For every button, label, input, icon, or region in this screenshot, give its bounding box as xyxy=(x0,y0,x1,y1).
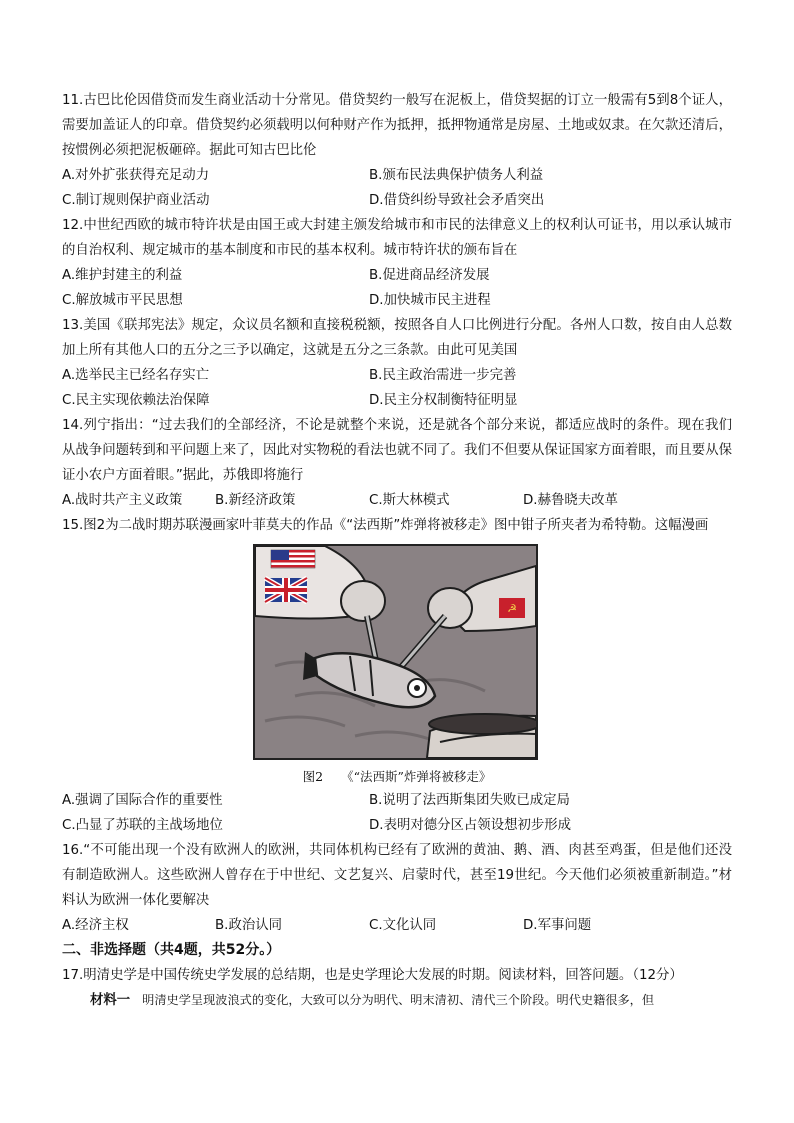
q13-option-c[interactable]: C.民主实现依赖法治保障 xyxy=(62,393,210,408)
question-12-stem: 12.中世纪西欧的城市特许状是由国王或大封建主颁发给城市和市民的法律意义上的权利认可证书，用以承认城市的自治权利、规定城市的基本制度和市民的基本权利。城市特许状的颁布旨在 xyxy=(62,218,732,258)
exam-page xyxy=(62,88,732,1013)
q14-option-a[interactable]: A.战时共产主义政策 xyxy=(62,493,183,508)
q16-option-a[interactable]: A.经济主权 xyxy=(62,918,129,933)
section-heading: 二、非选择题（共4题，共52分。） xyxy=(62,942,281,958)
q11-option-a[interactable]: A.对外扩张获得充足动力 xyxy=(62,168,210,183)
q14-option-c[interactable]: C.斯大林模式 xyxy=(369,493,450,508)
q15-option-b[interactable]: B.说明了法西斯集团失败已成定局 xyxy=(369,793,570,808)
cartoon-illustration xyxy=(255,546,536,758)
q13-option-a[interactable]: A.选举民主已经名存实亡 xyxy=(62,368,210,383)
svg-text:☭: ☭ xyxy=(507,602,517,615)
q12-option-a[interactable]: A.维护封建主的利益 xyxy=(62,268,183,283)
q15-option-d[interactable]: D.表明对德分区占领设想初步形成 xyxy=(369,818,572,833)
question-14-stem: 14.列宁指出：“过去我们的全部经济，不论是就整个来说，还是就各个部分来说，都适应战时的条件。现在我们从战争问题转到和平问题上来了，因此对实物税的看法也就不同了。我们不但要从保证国家方面着眼，而且要从保证小农户方面着眼。”据此，苏俄即将施行 xyxy=(62,418,732,483)
figure-label: 图2 xyxy=(302,769,324,784)
question-17-stem: 17.明清史学是中国传统史学发展的总结期，也是史学理论大发展的时期。阅读材料，回答问题。（12分） xyxy=(62,968,683,983)
q16-option-b[interactable]: B.政治认同 xyxy=(215,918,283,933)
q12-option-b[interactable]: B.促进商品经济发展 xyxy=(369,268,490,283)
q13-option-b[interactable]: B.民主政治需进一步完善 xyxy=(369,368,517,383)
question-15-options xyxy=(62,788,732,838)
q16-option-c[interactable]: C.文化认同 xyxy=(369,918,437,933)
question-11-options xyxy=(62,163,732,213)
q14-option-d[interactable]: D.赫鲁晓夫改革 xyxy=(523,493,618,508)
question-11-stem: 11.古巴比伦因借贷而发生商业活动十分常见。借贷契约一般写在泥板上，借贷契据的订立一般需有5到8个证人，需要加盖证人的印章。借贷契约必须载明以何种财产作为抵押，抵押物通常是房屋、土地或奴隶。在欠款还清后，按惯例必须把泥板砸碎。据此可知古巴比伦 xyxy=(62,93,732,158)
barrel-icon xyxy=(427,714,536,758)
figure-title: 《“法西斯”炸弹将被移走》 xyxy=(341,769,492,784)
figure-2-block xyxy=(62,538,732,788)
q12-option-d[interactable]: D.加快城市民主进程 xyxy=(369,293,491,308)
q11-option-b[interactable]: B.颁布民法典保护债务人利益 xyxy=(369,168,544,183)
q11-option-c[interactable]: C.制订规则保护商业活动 xyxy=(62,193,210,208)
question-16-options xyxy=(62,913,732,938)
uk-flag-icon xyxy=(265,578,307,602)
soviet-emblem-icon xyxy=(499,598,525,618)
question-13-stem: 13.美国《联邦宪法》规定，众议员名额和直接税税额，按照各自人口比例进行分配。各州人口数，按自由人总数加上所有其他人口的五分之三予以确定，这就是五分之三条款。由此可见美国 xyxy=(62,318,732,358)
q12-option-c[interactable]: C.解放城市平民思想 xyxy=(62,293,183,308)
question-13-options xyxy=(62,363,732,413)
question-12-options xyxy=(62,263,732,313)
question-14-options xyxy=(62,488,732,513)
q11-option-d[interactable]: D.借贷纠纷导致社会矛盾突出 xyxy=(369,193,545,208)
q15-option-a[interactable]: A.强调了国际合作的重要性 xyxy=(62,793,223,808)
material-text: 明清史学呈现波浪式的变化，大致可以分为明代、明末清初、清代三个阶段。明代史籍很多，但 xyxy=(142,993,655,1007)
question-15-stem: 15.图2为二战时期苏联漫画家叶菲莫夫的作品《“法西斯”炸弹将被移走》图中钳子所夹者为希特勒。这幅漫画 xyxy=(62,518,709,533)
q15-option-c[interactable]: C.凸显了苏联的主战场地位 xyxy=(62,818,223,833)
figure-caption xyxy=(62,768,732,786)
q14-option-b[interactable]: B.新经济政策 xyxy=(215,493,296,508)
cartoon-figure xyxy=(253,544,538,760)
material-label: 材料一 xyxy=(90,992,131,1008)
us-flag-icon xyxy=(271,550,315,568)
question-16-stem: 16.“不可能出现一个没有欧洲人的欧洲，共同体机构已经有了欧洲的黄油、鹅、酒、肉甚至鸡蛋，但是他们还没有制造欧洲人。这些欧洲人曾存在于中世纪、文艺复兴、启蒙时代，甚至19世纪。今天他们必须被重新制造。”材料认为欧洲一体化要解决 xyxy=(62,843,732,908)
q13-option-d[interactable]: D.民主分权制衡特征明显 xyxy=(369,393,518,408)
material-one xyxy=(62,988,732,1013)
q16-option-d[interactable]: D.军事问题 xyxy=(523,918,592,933)
